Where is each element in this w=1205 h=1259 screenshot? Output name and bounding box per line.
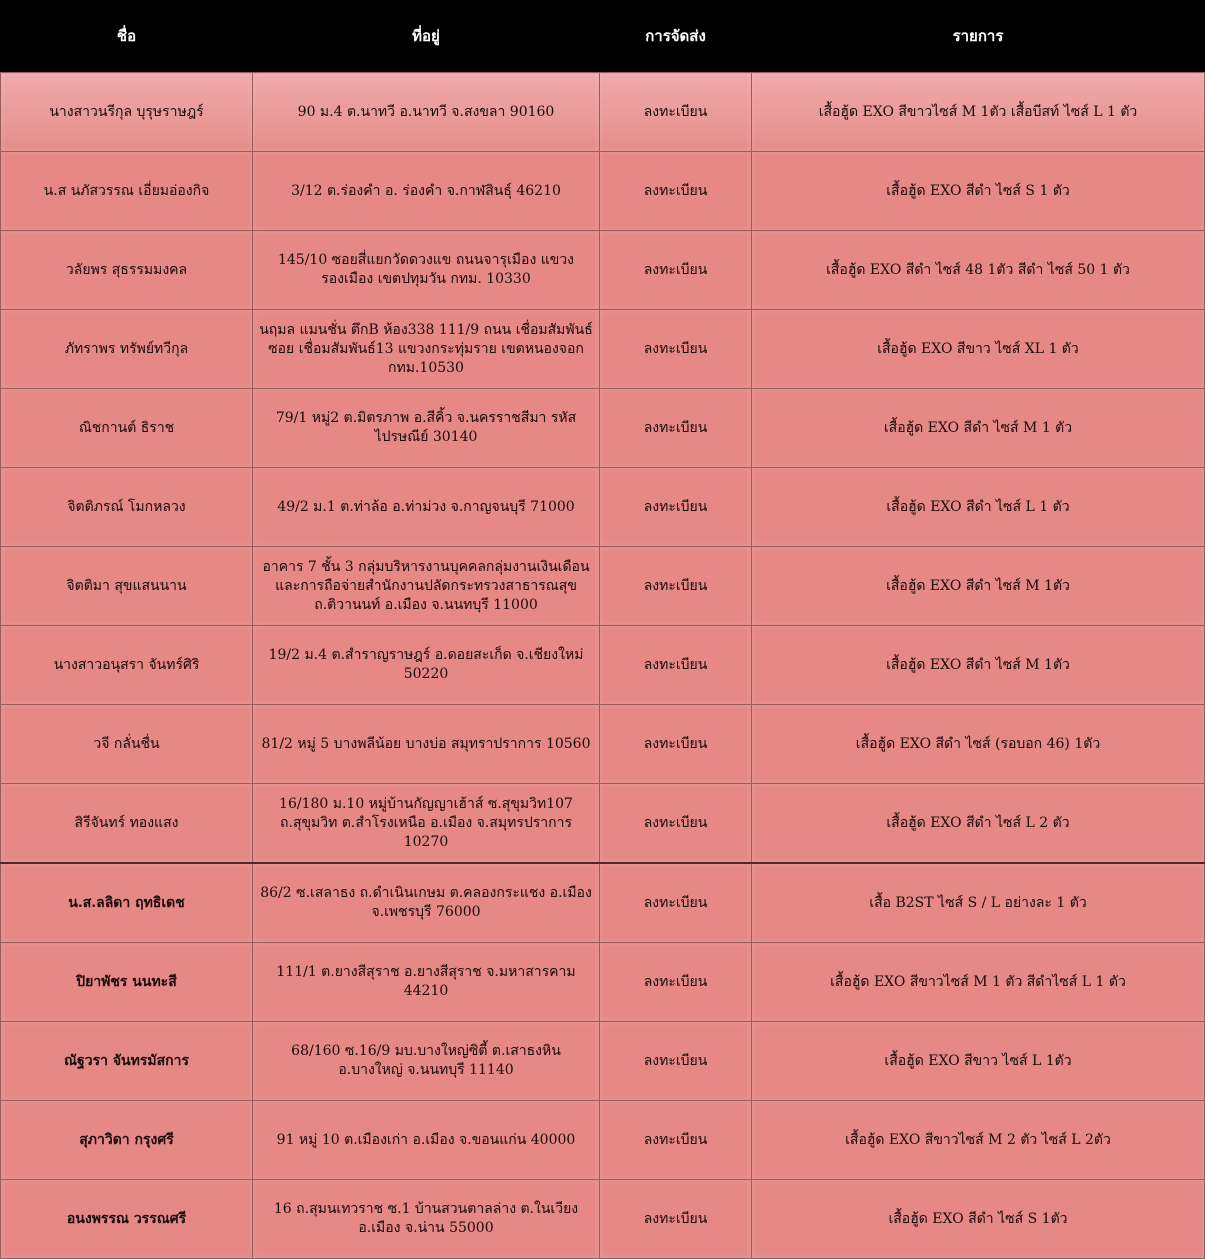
header-shipping: การจัดส่ง [600,0,752,73]
cell-shipping: ลงทะเบียน [600,389,752,468]
table-row [1,468,1205,547]
cell-name: สุภาวิดา กรุงศรี [1,1101,253,1180]
cell-shipping: ลงทะเบียน [600,468,752,547]
header-name: ชื่อ [1,0,253,73]
cell-items: เสื้อ B2ST ไซส์ S / L อย่างละ 1 ตัว [752,863,1205,943]
cell-address: 81/2 หมู่ 5 บางพลีน้อย บางบ่อ สมุทราปราการ 10560 [253,705,600,784]
cell-shipping: ลงทะเบียน [600,231,752,310]
cell-shipping: ลงทะเบียน [600,547,752,626]
cell-address: 86/2 ซ.เสลาธง ถ.ดำเนินเกษม ต.คลองกระแชง อ.เมือง จ.เพชรบุรี 76000 [253,863,600,943]
cell-items: เสื้อฮู้ด EXO สีดำ ไซส์ L 1 ตัว [752,468,1205,547]
table-row [1,547,1205,626]
table-row [1,1022,1205,1101]
cell-shipping: ลงทะเบียน [600,705,752,784]
cell-address: 16 ถ.สุมนเทวราช ซ.1 บ้านสวนตาลล่าง ต.ในเวียง อ.เมือง จ.น่าน 55000 [253,1180,600,1259]
cell-name: จิตติมา สุขแสนนาน [1,547,253,626]
cell-address: 90 ม.4 ต.นาทวี อ.นาทวี จ.สงขลา 90160 [253,73,600,152]
cell-name: น.ส นภัสวรรณ เอี่ยมอ่องกิจ [1,152,253,231]
cell-shipping: ลงทะเบียน [600,863,752,943]
table-row [1,73,1205,152]
cell-shipping: ลงทะเบียน [600,626,752,705]
cell-name: สิรีจันทร์ ทองแสง [1,784,253,864]
cell-shipping: ลงทะเบียน [600,1101,752,1180]
table-row [1,389,1205,468]
cell-name: วจี กลั่นชื่น [1,705,253,784]
cell-shipping: ลงทะเบียน [600,1022,752,1101]
cell-items: เสื้อฮู้ด EXO สีดำ ไซส์ S 1 ตัว [752,152,1205,231]
cell-name: ณัฐวรา จันทรมัสการ [1,1022,253,1101]
cell-shipping: ลงทะเบียน [600,73,752,152]
cell-name: นางสาวอนุสรา จันทร์ศิริ [1,626,253,705]
cell-address: 145/10 ซอยสี่แยกวัดดวงแข ถนนจารุเมือง แขวงรองเมือง เขตปทุมวัน กทม. 10330 [253,231,600,310]
cell-shipping: ลงทะเบียน [600,152,752,231]
cell-items: เสื้อฮู้ด EXO สีดำ ไซส์ (รอบอก 46) 1ตัว [752,705,1205,784]
cell-address: 3/12 ต.ร่องคำ อ. ร่องคำ จ.กาฬสินธุ์ 46210 [253,152,600,231]
cell-name: จิตติภรณ์ โมกหลวง [1,468,253,547]
cell-shipping: ลงทะเบียน [600,1180,752,1259]
cell-items: เสื้อฮู้ด EXO สีดำ ไซส์ M 1ตัว [752,626,1205,705]
cell-items: เสื้อฮู้ด EXO สีดำ ไซส์ L 2 ตัว [752,784,1205,864]
table-row [1,1180,1205,1259]
cell-name: วลัยพร สุธรรมมงคล [1,231,253,310]
cell-address: 111/1 ต.ยางสีสุราช อ.ยางสีสุราช จ.มหาสารคาม 44210 [253,943,600,1022]
cell-items: เสื้อฮู้ด EXO สีขาว ไซส์ L 1ตัว [752,1022,1205,1101]
header-items: รายการ [752,0,1205,73]
cell-shipping: ลงทะเบียน [600,943,752,1022]
cell-address: 91 หมู่ 10 ต.เมืองเก่า อ.เมือง จ.ขอนแก่น 40000 [253,1101,600,1180]
cell-address: นฤมล แมนชั่น ตึกB ห้อง338 111/9 ถนน เชื่อมสัมพันธ์ ซอย เชื่อมสัมพันธ์13 แขวงกระทุ่มราย เขตหนองจอก กทม.10530 [253,310,600,389]
cell-address: 79/1 หมู่2 ต.มิตรภาพ อ.สีคิ้ว จ.นครราชสีมา รหัสไปรษณีย์ 30140 [253,389,600,468]
cell-items: เสื้อฮู้ด EXO สีขาวไซส์ M 2 ตัว ไซส์ L 2ตัว [752,1101,1205,1180]
cell-items: เสื้อฮู้ด EXO สีดำ ไซส์ M 1 ตัว [752,389,1205,468]
cell-items: เสื้อฮู้ด EXO สีขาวไซส์ M 1ตัว เสื้อบีสท์ ไซส์ L 1 ตัว [752,73,1205,152]
cell-address: 16/180 ม.10 หมู่บ้านกัญญาเฮ้าส์ ซ.สุขุมวิท107 ถ.สุขุมวิท ต.สำโรงเหนือ อ.เมือง จ.สมุทรปราการ 10270 [253,784,600,864]
cell-name: ณิชกานต์ ธิราช [1,389,253,468]
cell-name: อนงพรรณ วรรณศรี [1,1180,253,1259]
table-row [1,310,1205,389]
table-row [1,943,1205,1022]
header-address: ที่อยู่ [253,0,600,73]
cell-items: เสื้อฮู้ด EXO สีดำ ไซส์ 48 1ตัว สีดำ ไซส์ 50 1 ตัว [752,231,1205,310]
cell-name: ภัทราพร ทรัพย์ทวีกุล [1,310,253,389]
cell-address: อาคาร 7 ชั้น 3 กลุ่มบริหารงานบุคคลกลุ่มงานเงินเดือนและการถือจ่ายสำนักงานปลัดกระทรวงสาธารณสุข ถ.ติวานนท์ อ.เมือง จ.นนทบุรี 11000 [253,547,600,626]
cell-name: ปิยาพัชร นนทะสี [1,943,253,1022]
table-row [1,626,1205,705]
cell-shipping: ลงทะเบียน [600,310,752,389]
table-row [1,152,1205,231]
table-row [1,1101,1205,1180]
table-header-row [1,0,1205,73]
table-row [1,863,1205,943]
cell-address: 68/160 ซ.16/9 มบ.บางใหญ่ซิตี้ ต.เสาธงหิน อ.บางใหญ่ จ.นนทบุรี 11140 [253,1022,600,1101]
cell-items: เสื้อฮู้ด EXO สีดำ ไซส์ S 1ตัว [752,1180,1205,1259]
cell-name: นางสาวนรีกุล บุรุษราษฎร์ [1,73,253,152]
table-row [1,705,1205,784]
table-row [1,231,1205,310]
cell-shipping: ลงทะเบียน [600,784,752,864]
cell-name: น.ส.ลลิดา ฤทธิเดช [1,863,253,943]
cell-address: 49/2 ม.1 ต.ท่าล้อ อ.ท่าม่วง จ.กาญจนบุรี 71000 [253,468,600,547]
table-row [1,784,1205,864]
cell-items: เสื้อฮู้ด EXO สีดำ ไซส์ M 1ตัว [752,547,1205,626]
cell-items: เสื้อฮู้ด EXO สีขาว ไซส์ XL 1 ตัว [752,310,1205,389]
cell-address: 19/2 ม.4 ต.สำราญราษฎร์ อ.ดอยสะเก็ด จ.เชียงใหม่ 50220 [253,626,600,705]
cell-items: เสื้อฮู้ด EXO สีขาวไซส์ M 1 ตัว สีดำไซส์ L 1 ตัว [752,943,1205,1022]
